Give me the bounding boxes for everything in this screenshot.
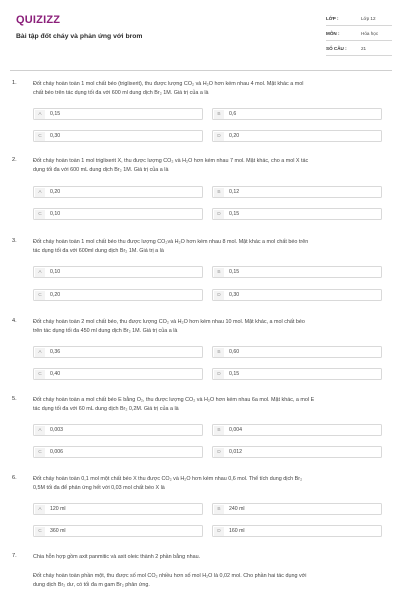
meta-value: Hóa học bbox=[361, 31, 379, 36]
question-line: dung dịch Br₂ dư, có tối đa m gam Br₂ phản ứng. bbox=[33, 582, 150, 588]
option-text: 0,10 bbox=[50, 211, 61, 217]
option-letter: A bbox=[35, 110, 45, 119]
question-number: 3. bbox=[12, 238, 17, 244]
option-text: 0,20 bbox=[50, 292, 61, 298]
option-text: 0,10 bbox=[50, 269, 61, 275]
option-b[interactable] bbox=[212, 424, 382, 436]
option-letter: A bbox=[35, 426, 45, 435]
option-letter: B bbox=[214, 505, 224, 514]
option-text: 0,40 bbox=[50, 371, 61, 377]
option-text: 0,6 bbox=[229, 111, 237, 117]
option-text: 0,012 bbox=[229, 449, 242, 455]
question-line: trên tác dụng tối đa 450 ml dung dịch Br₂ 1M. Giá trị của a là bbox=[33, 328, 178, 334]
option-letter: A bbox=[35, 505, 45, 514]
option-letter: B bbox=[214, 426, 224, 435]
option-letter: D bbox=[214, 527, 224, 536]
option-d[interactable] bbox=[212, 525, 382, 537]
option-letter: D bbox=[214, 370, 224, 379]
option-text: 240 ml bbox=[229, 506, 245, 512]
worksheet-header bbox=[0, 0, 400, 60]
option-c[interactable] bbox=[33, 289, 203, 301]
worksheet-title: Bài tập đốt cháy và phản ứng với brom bbox=[16, 33, 143, 40]
option-text: 0,15 bbox=[229, 211, 240, 217]
question-line: Đốt cháy hoàn toàn a mol chất béo E bằng O₂, thu được lượng CO₂ và H₂O hơn kém nhau 6a mol. Mặt khác, a mol E bbox=[33, 397, 315, 403]
question-line: dụng tối đa với 600 mL dung dịch Br₂ 1M. Giá trị của a là bbox=[33, 167, 169, 173]
option-c[interactable] bbox=[33, 525, 203, 537]
option-b[interactable] bbox=[212, 503, 382, 515]
option-letter: C bbox=[35, 527, 45, 536]
option-text: 0,004 bbox=[229, 427, 242, 433]
option-text: 0,60 bbox=[229, 349, 240, 355]
option-letter: C bbox=[35, 448, 45, 457]
question-line: Đốt cháy hoàn toàn 1 mol chất béo thu được lượng CO₂và H₂O hơn kém nhau 8 mol. Mặt khác a mol chất béo trên bbox=[33, 239, 309, 245]
meta-label: LỚP : bbox=[326, 16, 339, 21]
question-line: Đốt cháy hoàn toàn 1 mol triglixerit X, thu được lượng CO₂ và H₂O hơn kém nhau 7 mol. Mặt khác, cho a mol X tác bbox=[33, 158, 309, 164]
option-letter: C bbox=[35, 132, 45, 141]
option-text: 160 ml bbox=[229, 528, 245, 534]
option-c[interactable] bbox=[33, 208, 203, 220]
option-text: 0,006 bbox=[50, 449, 63, 455]
option-b[interactable] bbox=[212, 346, 382, 358]
question-line: 0,5M tối đa để phản ứng hết với 0,03 mol chất béo X là bbox=[33, 485, 165, 491]
option-letter: B bbox=[214, 268, 224, 277]
option-a[interactable] bbox=[33, 424, 203, 436]
meta-value: Lớp 12 bbox=[361, 16, 376, 21]
option-a[interactable] bbox=[33, 266, 203, 278]
question-number: 5. bbox=[12, 396, 17, 402]
option-letter: A bbox=[35, 348, 45, 357]
option-a[interactable] bbox=[33, 108, 203, 120]
question-line: Đốt cháy hoàn toàn 1 mol chất béo (triglixerit), thu được lượng CO₂ và H₂O hơn kém nhau 4 mol. Mặt khác a mol bbox=[33, 81, 304, 87]
question-line: Đốt cháy hoàn toàn phần một, thu được số mol CO₂ nhiều hơn số mol H₂O là 0,02 mol. Cho phần hai tác dụng với bbox=[33, 573, 307, 579]
question-line: Chia hỗn hợp gồm axit panmitic và axit oleic thành 2 phần bằng nhau. bbox=[33, 554, 201, 560]
option-text: 0,003 bbox=[50, 427, 63, 433]
option-letter: D bbox=[214, 448, 224, 457]
option-letter: A bbox=[35, 188, 45, 197]
option-b[interactable] bbox=[212, 186, 382, 198]
question-number: 4. bbox=[12, 318, 17, 324]
meta-label: MÔN : bbox=[326, 31, 340, 36]
question-number: 7. bbox=[12, 553, 17, 559]
option-text: 0,20 bbox=[229, 133, 240, 139]
option-text: 0,30 bbox=[50, 133, 61, 139]
meta-label: SỐ CÂU : bbox=[326, 46, 347, 51]
question-line: chất béo trên tác dụng tối đa với 600 ml dung dịch Br₂ 1M. Giá trị của a là bbox=[33, 90, 209, 96]
header-divider bbox=[10, 70, 392, 71]
meta-subject-row bbox=[326, 29, 392, 41]
meta-count-row bbox=[326, 44, 392, 56]
question-number: 6. bbox=[12, 475, 17, 481]
meta-value: 21 bbox=[361, 46, 367, 51]
option-letter: B bbox=[214, 110, 224, 119]
question-number: 2. bbox=[12, 157, 17, 163]
option-b[interactable] bbox=[212, 108, 382, 120]
option-c[interactable] bbox=[33, 446, 203, 458]
option-text: 0,36 bbox=[50, 349, 61, 355]
quizizz-logo: QUIZIZZ bbox=[16, 14, 61, 26]
option-letter: C bbox=[35, 370, 45, 379]
option-c[interactable] bbox=[33, 130, 203, 142]
option-letter: D bbox=[214, 132, 224, 141]
option-letter: B bbox=[214, 188, 224, 197]
option-letter: C bbox=[35, 210, 45, 219]
question-line: tác dụng tối đa với 60 mL dung dịch Br₂ 0,2M. Giá trị của a là bbox=[33, 406, 179, 412]
option-c[interactable] bbox=[33, 368, 203, 380]
question-line: Đốt cháy hoàn toàn 0,1 mol một chất béo X thu được CO₂ và H₂O hơn kém nhau 0,6 mol. Thể tích dung dịch Br₂ bbox=[33, 476, 303, 482]
option-letter: D bbox=[214, 210, 224, 219]
option-text: 0,15 bbox=[50, 111, 61, 117]
option-text: 120 ml bbox=[50, 506, 66, 512]
question-number: 1. bbox=[12, 80, 17, 86]
option-letter: A bbox=[35, 268, 45, 277]
option-d[interactable] bbox=[212, 130, 382, 142]
option-d[interactable] bbox=[212, 368, 382, 380]
question-line: Đốt cháy hoàn toàn 2 mol chất béo, thu được lượng CO₂ và H₂O hơn kém nhau 10 mol. Mặt khác, a mol chất béo bbox=[33, 319, 305, 325]
option-text: 0,15 bbox=[229, 269, 240, 275]
option-b[interactable] bbox=[212, 266, 382, 278]
option-a[interactable] bbox=[33, 186, 203, 198]
option-letter: B bbox=[214, 348, 224, 357]
option-d[interactable] bbox=[212, 446, 382, 458]
option-a[interactable] bbox=[33, 346, 203, 358]
option-a[interactable] bbox=[33, 503, 203, 515]
option-letter: C bbox=[35, 291, 45, 300]
option-letter: D bbox=[214, 291, 224, 300]
option-text: 360 ml bbox=[50, 528, 66, 534]
option-text: 0,30 bbox=[229, 292, 240, 298]
option-d[interactable] bbox=[212, 289, 382, 301]
option-text: 0,12 bbox=[229, 189, 240, 195]
question-line: tác dụng tối đa với 600ml dung dịch Br₂ 1M. Giá trị a là bbox=[33, 248, 164, 254]
meta-class-row bbox=[326, 14, 392, 26]
option-text: 0,15 bbox=[229, 371, 240, 377]
option-text: 0,20 bbox=[50, 189, 61, 195]
option-d[interactable] bbox=[212, 208, 382, 220]
